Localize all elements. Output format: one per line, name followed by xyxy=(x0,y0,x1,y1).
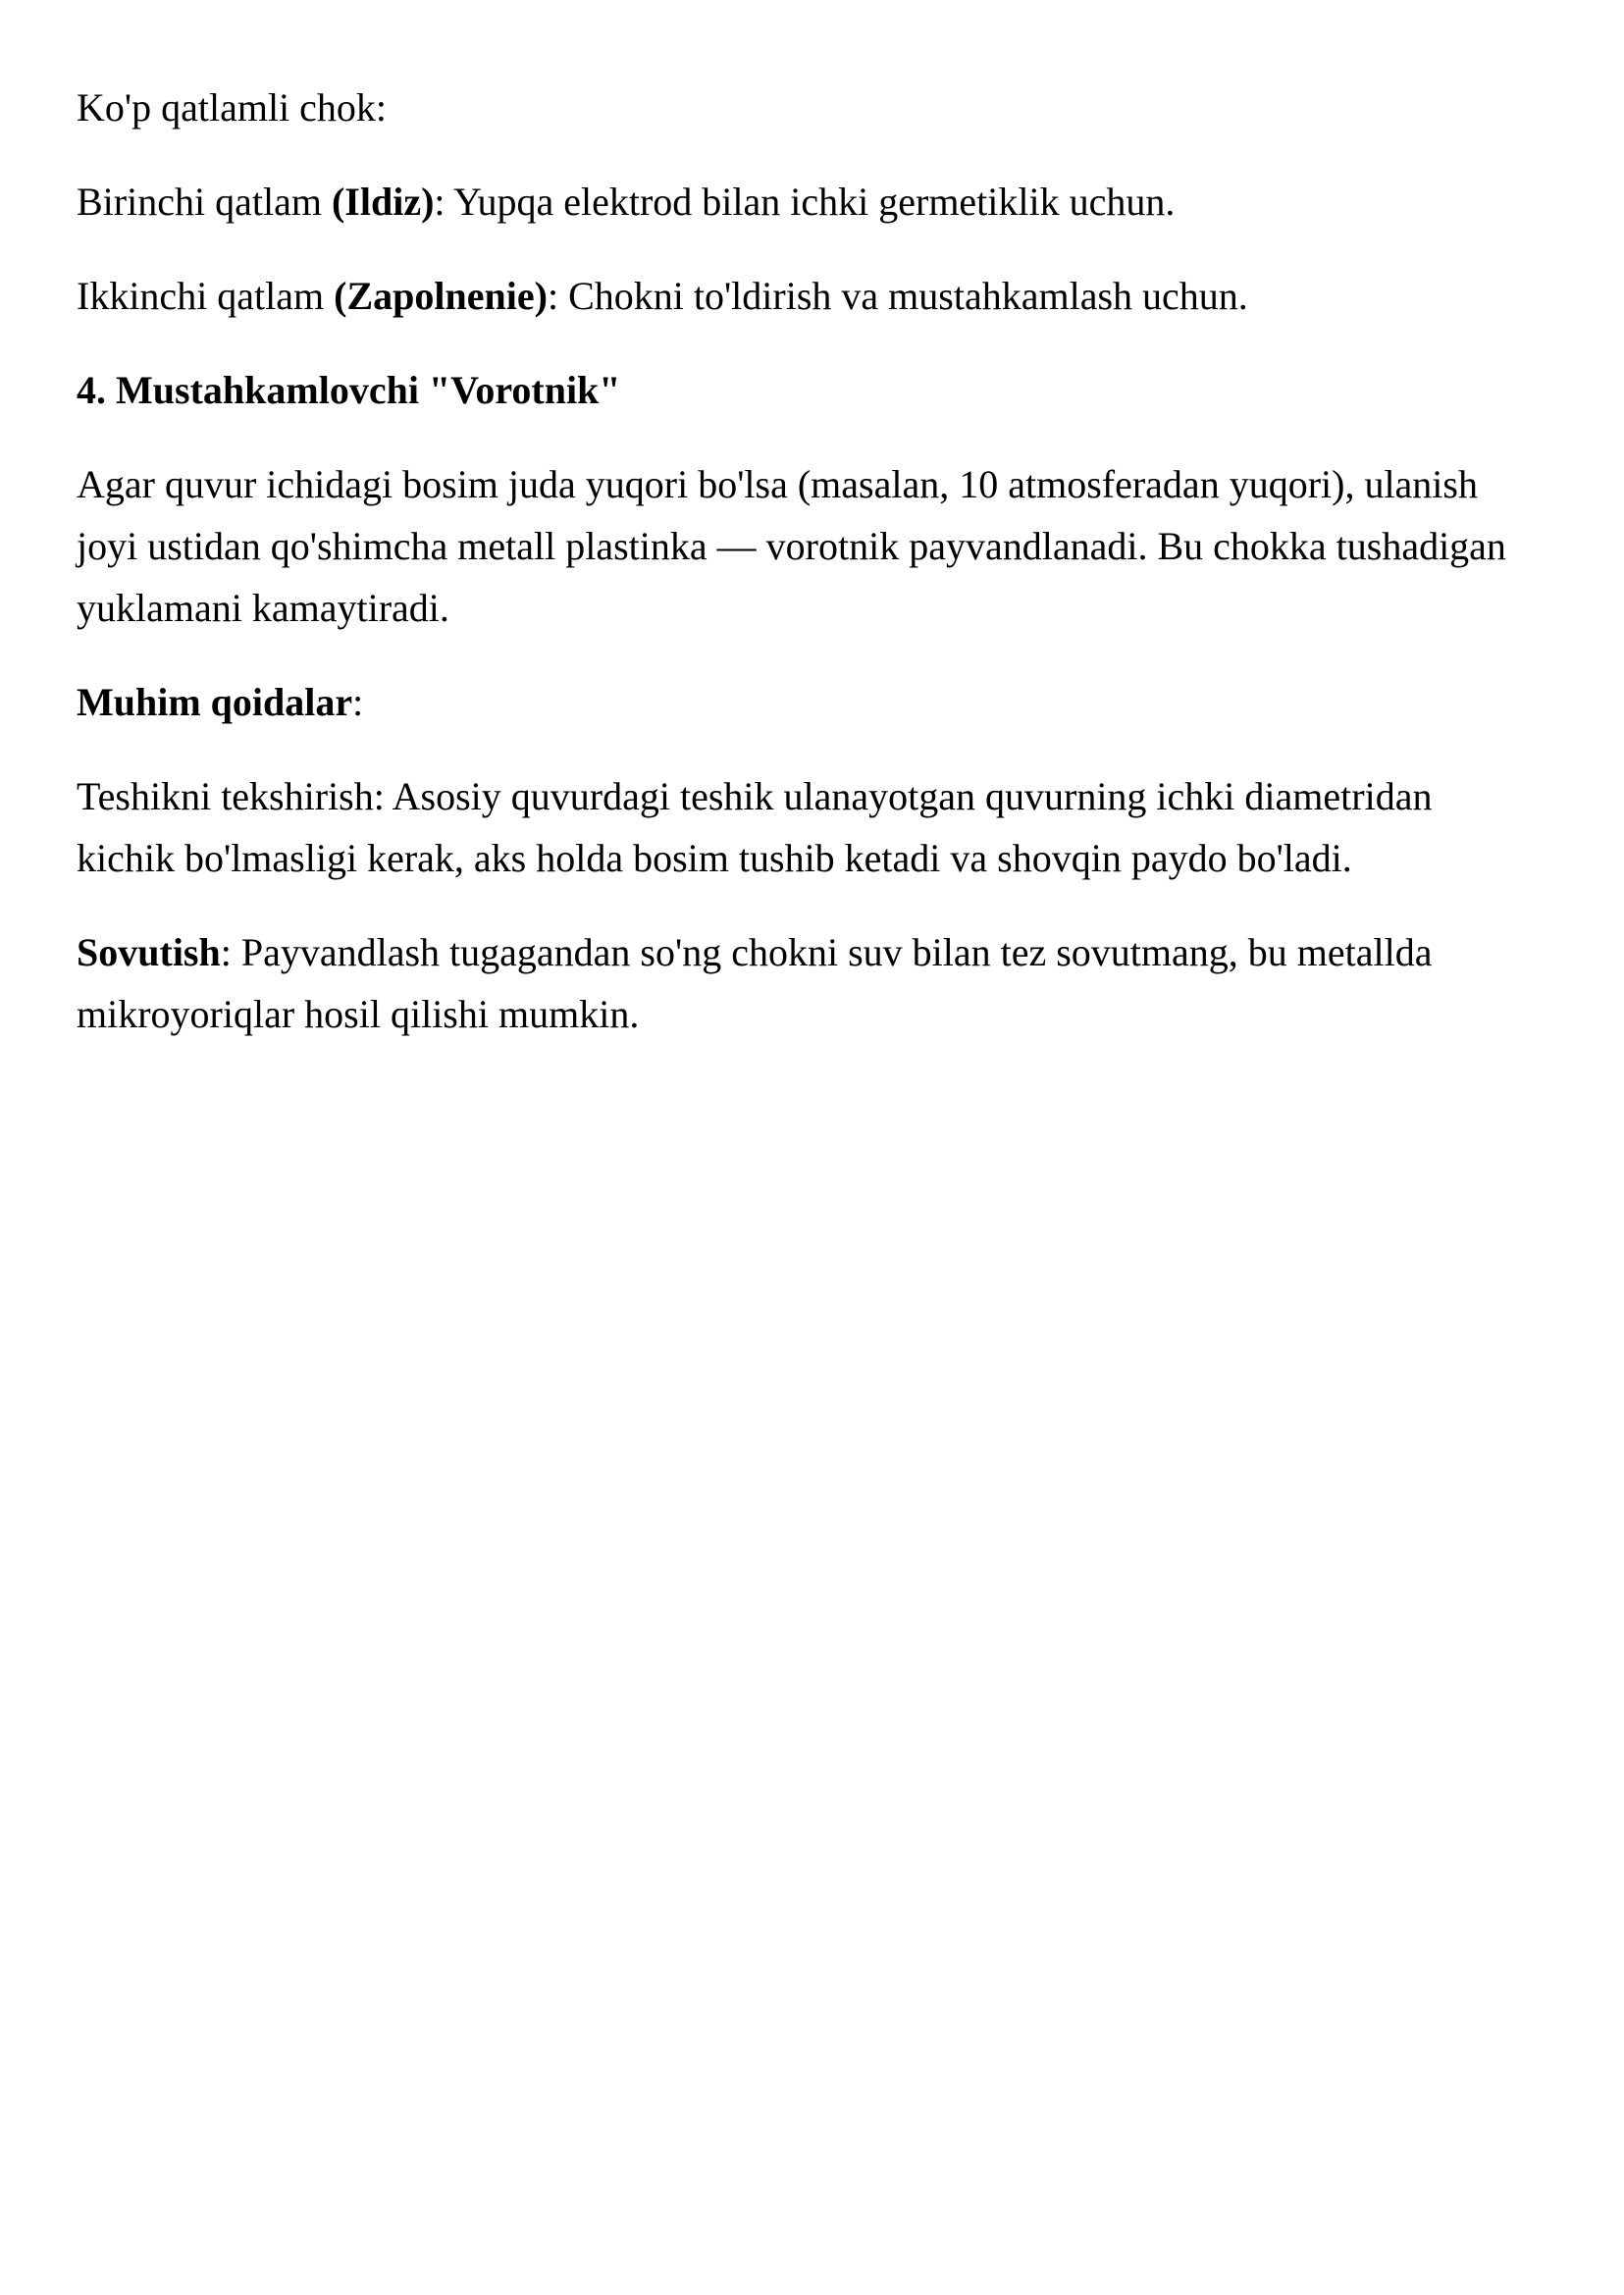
paragraph-text: Ko'p qatlamli chok: xyxy=(77,85,388,130)
paragraph-suffix: : Chokni to'ldirish va mustahkamlash uchun. xyxy=(547,274,1248,318)
bold-term-zapolnenie: (Zapolnenie) xyxy=(334,274,548,318)
paragraph-vorotnik-body: Agar quvur ichidagi bosim juda yuqori bo'lsa (masalan, 10 atmosferadan yuqori), ulanish joyi ustidan qo'shimcha metall plastinka — vorotnik payvandlanadi. Bu chokka tushadigan yuklamani kamaytiradi. xyxy=(77,462,1506,630)
paragraph-first-layer xyxy=(77,171,1529,233)
paragraph-second-layer xyxy=(77,265,1529,327)
section-heading-rules xyxy=(77,671,1529,733)
document-content xyxy=(77,77,1529,1077)
bold-term-sovutish: Sovutish xyxy=(77,930,221,974)
paragraph-prefix: Ikkinchi qatlam xyxy=(77,274,335,318)
paragraph-suffix: : Yupqa elektrod bilan ichki germetiklik uchun. xyxy=(434,180,1176,224)
bold-term-ildiz: (Ildiz) xyxy=(331,180,435,224)
paragraph-prefix: Birinchi qatlam xyxy=(77,180,332,224)
bold-term-rules: Muhim qoidalar xyxy=(77,680,353,724)
section-heading-vorotnik: 4. Mustahkamlovchi "Vorotnik" xyxy=(77,368,621,412)
heading-suffix: : xyxy=(352,680,364,724)
paragraph-rule-cooling xyxy=(77,921,1529,1045)
paragraph-rule-hole-check: Teshikni tekshirish: Asosiy quvurdagi teshik ulanayotgan quvurning ichki diametridan kichik bo'lmasligi kerak, aks holda bosim tushib ketadi va shovqin paydo bo'ladi. xyxy=(77,774,1433,880)
paragraph-suffix: : Payvandlash tugagandan so'ng chokni suv bilan tez sovutmang, bu metallda mikroyoriqlar hosil qilishi mumkin. xyxy=(77,930,1433,1036)
paragraph-multilayer-weld xyxy=(77,77,1529,138)
